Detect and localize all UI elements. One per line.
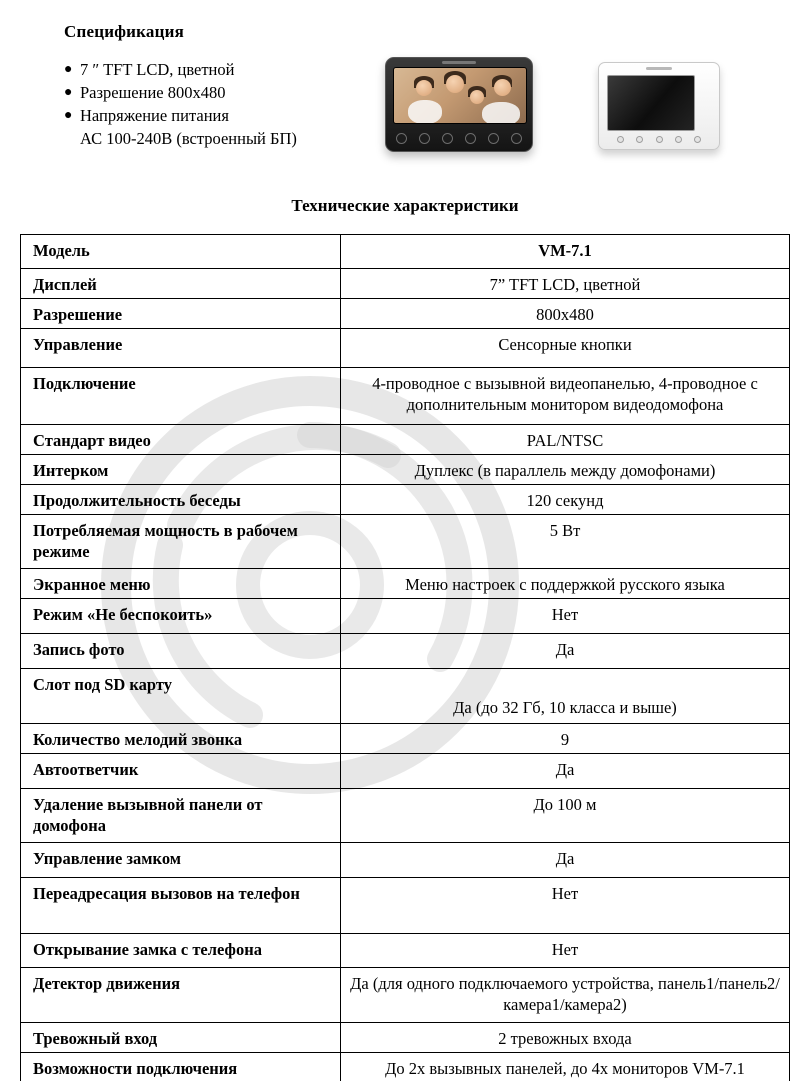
table-row <box>21 299 790 329</box>
spec-label-cell: Режим «Не беспокоить» <box>21 599 341 634</box>
bullet-text: 7 ″ TFT LCD, цветной <box>80 60 235 79</box>
table-row <box>21 843 790 878</box>
photo-figure <box>494 79 511 96</box>
bullet-icon: ● <box>64 62 73 77</box>
bullet-text-continuation: АС 100-240В (встроенный БП) <box>80 129 297 148</box>
spec-value-cell: 4-проводное с вызывной видеопанелью, 4-проводное с дополнительным монитором видеодомофона <box>341 368 790 425</box>
spec-value-cell: 2 тревожных входа <box>341 1023 790 1053</box>
spec-value-cell: 7” TFT LCD, цветной <box>341 269 790 299</box>
spec-value-cell: VM-7.1 <box>341 235 790 269</box>
spec-label-cell: Запись фото <box>21 634 341 669</box>
table-row <box>21 599 790 634</box>
photo-figure <box>470 90 484 104</box>
table-row <box>21 789 790 843</box>
spec-value-cell: Да (для одного подключаемого устройства, панель1/панель2/камера1/камера2) <box>341 968 790 1023</box>
spec-label-cell: Экранное меню <box>21 569 341 599</box>
spec-value-cell: Сенсорные кнопки <box>341 329 790 368</box>
spec-label-cell: Продолжительность беседы <box>21 485 341 515</box>
monitor-button-icon <box>488 133 499 144</box>
spec-value-cell: Меню настроек с поддержкой русского языка <box>341 569 790 599</box>
spec-label-cell: Автоответчик <box>21 754 341 789</box>
monitor-button-icon <box>419 133 430 144</box>
spec-label-cell: Стандарт видео <box>21 425 341 455</box>
spec-value-cell: 9 <box>341 724 790 754</box>
spec-value-cell: Да <box>341 754 790 789</box>
table-row <box>21 368 790 425</box>
monitor-button-icon <box>465 133 476 144</box>
spec-label-cell: Детектор движения <box>21 968 341 1023</box>
table-row <box>21 724 790 754</box>
table-row <box>21 968 790 1023</box>
spec-value-cell: До 2х вызывных панелей, до 4х мониторов VM-7.1 <box>341 1053 790 1081</box>
spec-label-cell: Разрешение <box>21 299 341 329</box>
bullet-icon: ● <box>64 108 73 123</box>
specification-title: Спецификация <box>64 22 184 41</box>
table-row <box>21 1023 790 1053</box>
photo-figure <box>416 80 432 96</box>
table-row <box>21 455 790 485</box>
table-row <box>21 934 790 968</box>
spec-value-cell: До 100 м <box>341 789 790 843</box>
list-item <box>64 58 364 81</box>
spec-value-cell: Дуплекс (в параллель между домофонами) <box>341 455 790 485</box>
spec-label-cell: Дисплей <box>21 269 341 299</box>
spec-value-cell: Да <box>341 634 790 669</box>
table-row <box>21 425 790 455</box>
spec-value-cell: Нет <box>341 599 790 634</box>
monitor-button-icon <box>396 133 407 144</box>
table-row <box>21 329 790 368</box>
spec-label-cell: Открывание замка с телефона <box>21 934 341 968</box>
monitor-buttons-row <box>396 133 522 144</box>
monitor-button-icon <box>636 136 643 143</box>
monitor-button-icon <box>656 136 663 143</box>
table-row <box>21 669 790 724</box>
spec-label-cell: Количество мелодий звонка <box>21 724 341 754</box>
spec-label-cell: Потребляемая мощность в рабочем режиме <box>21 515 341 569</box>
bullet-icon: ● <box>64 85 73 100</box>
table-row <box>21 269 790 299</box>
list-item <box>64 104 364 127</box>
spec-label-cell: Модель <box>21 235 341 269</box>
spec-value-cell: Да <box>341 843 790 878</box>
brand-logo <box>646 67 672 70</box>
white-monitor-product-image <box>598 62 720 150</box>
photo-figure <box>408 100 442 124</box>
spec-value-cell: 120 секунд <box>341 485 790 515</box>
spec-value-cell: Нет <box>341 878 790 934</box>
spec-label-cell: Возможности подключения <box>21 1053 341 1081</box>
spec-label-cell: Тревожный вход <box>21 1023 341 1053</box>
table-row <box>21 235 790 269</box>
spec-value-cell: Да (до 32 Гб, 10 класса и выше) <box>341 669 790 724</box>
table-row <box>21 515 790 569</box>
table-row <box>21 634 790 669</box>
list-item <box>64 81 364 104</box>
table-row <box>21 754 790 789</box>
table-row <box>21 485 790 515</box>
tech-characteristics-table <box>20 234 790 1081</box>
monitor-screen-blank <box>607 75 695 131</box>
spec-label-cell: Подключение <box>21 368 341 425</box>
monitor-buttons-row <box>617 136 701 143</box>
spec-value-cell: 5 Вт <box>341 515 790 569</box>
spec-label-cell: Удаление вызывной панели от домофона <box>21 789 341 843</box>
monitor-button-icon <box>675 136 682 143</box>
table-row <box>21 878 790 934</box>
monitor-button-icon <box>617 136 624 143</box>
speaker-slot <box>442 61 476 64</box>
spec-label-cell: Слот под SD карту <box>21 669 341 724</box>
table-row <box>21 569 790 599</box>
spec-label-cell: Переадресация вызовов на телефон <box>21 878 341 934</box>
photo-figure <box>446 75 464 93</box>
black-monitor-product-image <box>385 57 533 152</box>
spec-label-cell: Управление замком <box>21 843 341 878</box>
specification-list <box>64 58 364 150</box>
monitor-button-icon <box>442 133 453 144</box>
photo-figure <box>482 102 520 124</box>
spec-label-cell: Управление <box>21 329 341 368</box>
monitor-screen-family-photo <box>393 67 527 124</box>
bullet-text: Разрешение 800x480 <box>80 83 226 102</box>
spec-value-cell: PAL/NTSC <box>341 425 790 455</box>
bullet-text: Напряжение питания <box>80 106 229 125</box>
monitor-button-icon <box>511 133 522 144</box>
tech-characteristics-title: Технические характеристики <box>291 196 519 215</box>
spec-value-cell: Нет <box>341 934 790 968</box>
spec-value-cell: 800x480 <box>341 299 790 329</box>
monitor-button-icon <box>694 136 701 143</box>
table-row <box>21 1053 790 1081</box>
spec-label-cell: Интерком <box>21 455 341 485</box>
specification-section <box>64 22 364 150</box>
